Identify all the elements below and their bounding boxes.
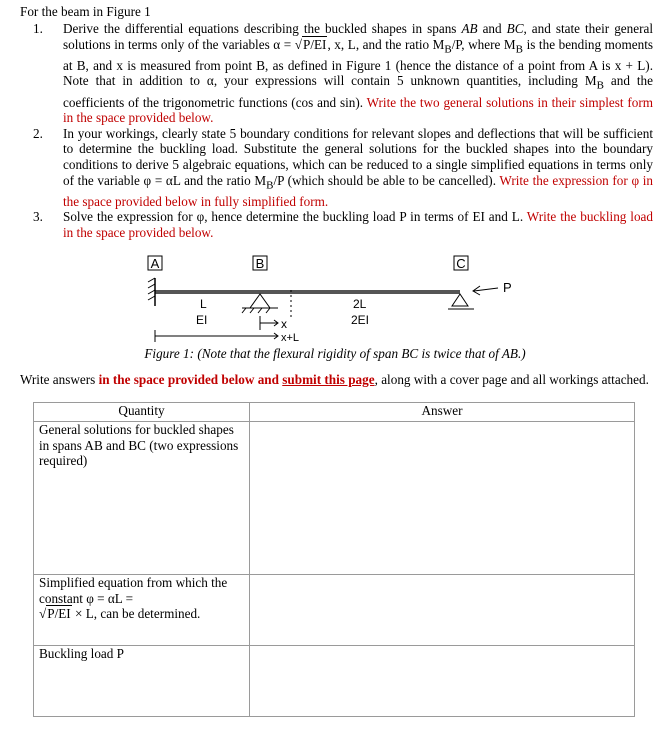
submit-instructions: Write answers in the space provided below and submit this page, along with a cover page and all workings attached. [20, 372, 649, 387]
answer-cell-3[interactable] [250, 646, 635, 717]
label-a: A [150, 256, 160, 271]
beam-figure [110, 250, 550, 345]
header-answer: Answer [250, 403, 635, 422]
pin-support-b [250, 294, 270, 308]
span1-length: L [200, 297, 207, 311]
xl-label: x+L [281, 332, 300, 344]
x-label: x [281, 317, 287, 331]
span2-rigidity: 2EI [351, 313, 370, 327]
row-buckling-load: Buckling load P [34, 646, 250, 717]
label-c: C [456, 256, 466, 271]
question-1: 1. Derive the differential equations describing the buckled shapes in spans AB and BC, and state their general solutions in terms only of the variables α = √P/EI, x, L, and the ratio $M_B/P$, where $M_B$ is the bending moments at B, and x is measured from point B, as defined in Figure 1 (hence the distance of a point from A is x + L). Note that in addition to α, your expressions will contain 5 unknown quantities, including $M_B$ and the coefficients of the trigonometric functions (cos and sin). Write the two general solutions in their simplest form in the space provided below. [33, 21, 654, 126]
beam [155, 290, 460, 294]
sqrt-symbol: √P/EI [39, 606, 71, 622]
span1-rigidity: EI [196, 313, 208, 327]
load-label: P [503, 280, 512, 295]
intro-text: For the beam in Figure 1 [20, 4, 151, 19]
answer-cell-2[interactable] [250, 575, 635, 646]
roller-support-c [452, 294, 468, 306]
load-arrow [474, 288, 498, 291]
span2-length: 2L [353, 297, 367, 311]
label-b: B [255, 256, 265, 271]
answer-table [33, 402, 635, 717]
sqrt-symbol: √P/EI [294, 36, 327, 52]
row-general-solutions: General solutions for buckled shapes in spans AB and BC (two expressions required) [34, 422, 250, 575]
header-quantity: Quantity [34, 403, 250, 422]
question-3: 3. Solve the expression for φ, hence determine the buckling load P in terms of EI and L. Write the buckling load in the space provided below. [33, 209, 653, 241]
row-simplified-equation: Simplified equation from which the constant φ = αL = √P/EI × L, can be determined. [34, 575, 250, 646]
answer-cell-1[interactable] [250, 422, 635, 575]
question-list [33, 21, 653, 241]
question-2: 2. In your workings, clearly state 5 boundary conditions for relevant slopes and deflections that will be sufficient to determine the buckling load. Substitute the general solutions for the buckled shapes into the boundary conditions to derive 5 algebraic equations, which can be reduced to a single simplified equations in terms only of the variable φ = αL and the ratio $M_B/P$ (which should be able to be cancelled). Write the expression for φ in the space provided below in fully simplified form. [33, 125, 653, 209]
figure-caption: Figure 1: (Note that the flexural rigidity of span BC is twice that of AB.) [144, 346, 526, 361]
